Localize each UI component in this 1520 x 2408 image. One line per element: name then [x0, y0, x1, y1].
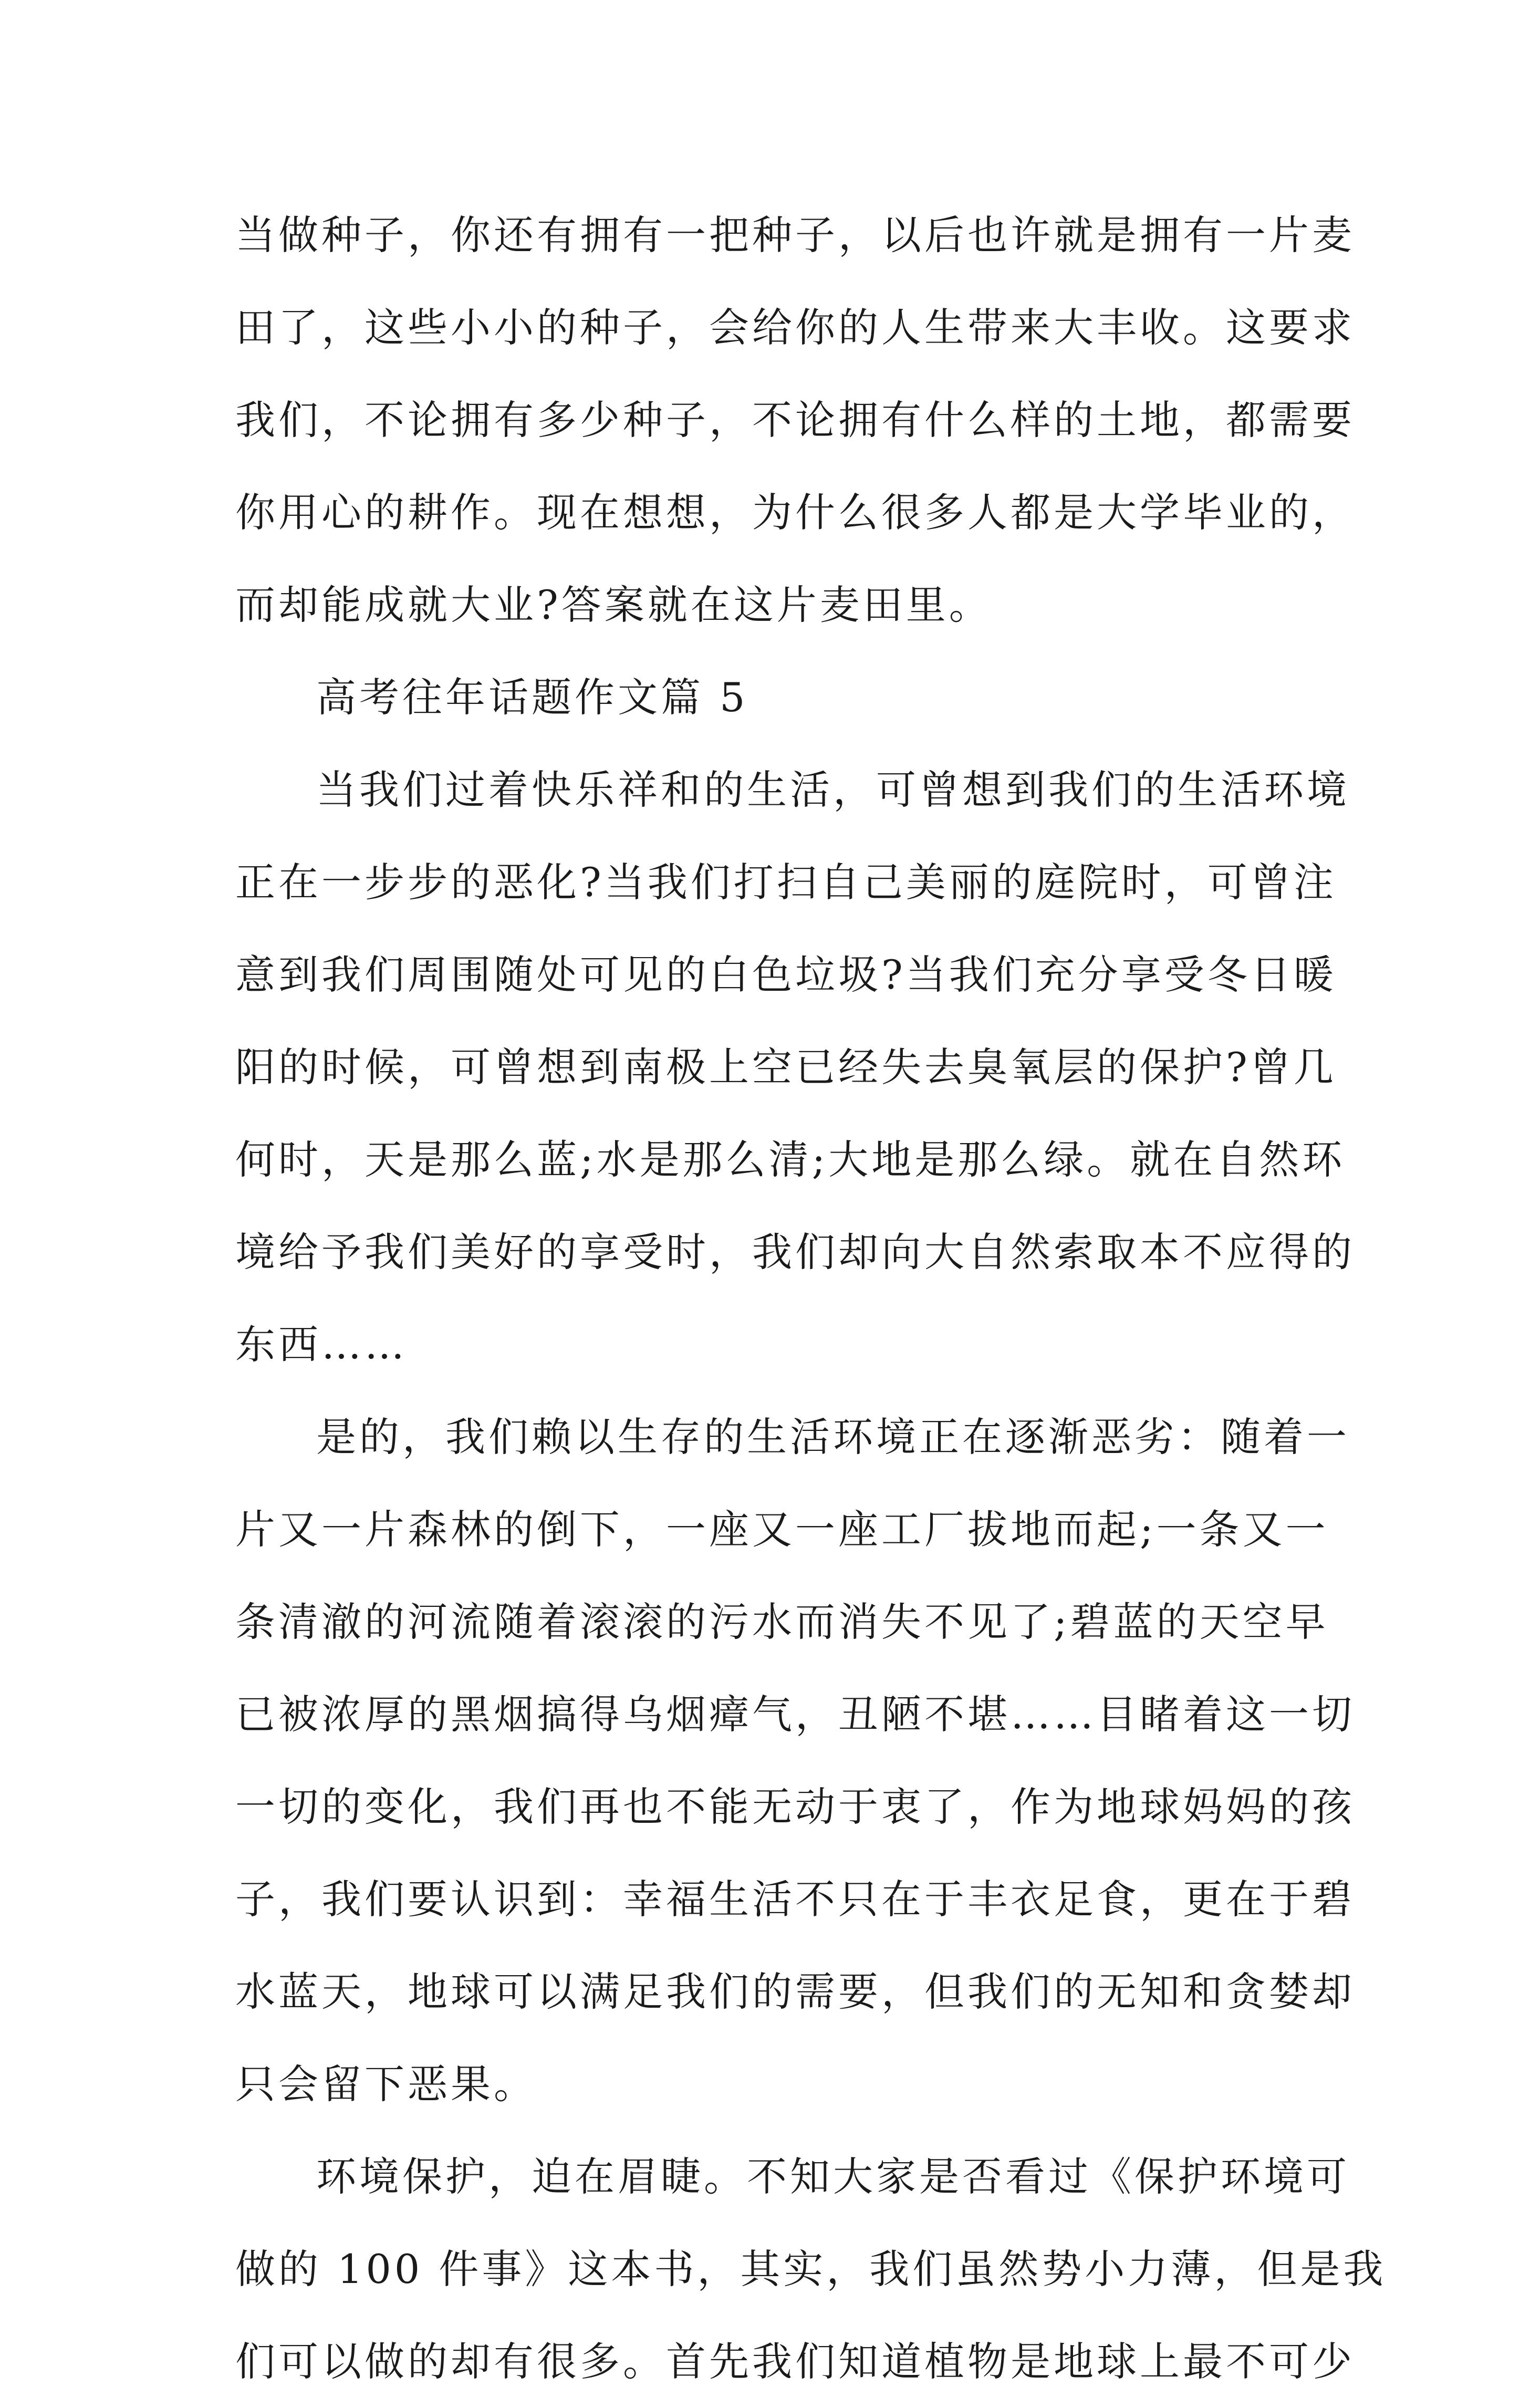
text-line: 片又一片森林的倒下，一座又一座工厂拔地而起;一条又一 — [235, 1506, 1329, 1553]
text-line: 环境保护，迫在眉睫。不知大家是否看过《保护环境可 — [316, 2153, 1350, 2200]
text-line: 子，我们要认识到：幸福生活不只在于丰衣足食，更在于碧 — [235, 1876, 1355, 1923]
text-line: 当做种子，你还有拥有一把种子，以后也许就是拥有一片麦 — [235, 212, 1355, 258]
text-line: 你用心的耕作。现在想想，为什么很多人都是大学毕业的， — [235, 489, 1355, 536]
text-line: 做的 100 件事》这本书，其实，我们虽然势小力薄，但是我 — [235, 2246, 1387, 2292]
paragraph — [235, 2131, 1387, 2408]
paragraph — [235, 744, 1355, 1391]
text-line: 而却能成就大业?答案就在这片麦田里。 — [235, 582, 992, 628]
paragraph — [235, 1391, 1355, 2131]
text-line: 正在一步步的恶化?当我们打扫自己美丽的庭院时，可曾注 — [235, 859, 1337, 906]
text-line: 何时，天是那么蓝;水是那么清;大地是那么绿。就在自然环 — [235, 1136, 1346, 1183]
text-line: 条清澈的河流随着滚滚的污水而消失不见了;碧蓝的天空早 — [235, 1599, 1329, 1645]
text-line: 境给予我们美好的享受时，我们却向大自然索取本不应得的 — [235, 1229, 1355, 1275]
document-body — [235, 189, 1387, 2408]
text-line: 一切的变化，我们再也不能无动于衷了，作为地球妈妈的孩 — [235, 1783, 1355, 1830]
paragraph — [235, 189, 1355, 651]
heading-text: 高考往年话题作文篇 5 — [316, 674, 748, 721]
text-line: 东西…… — [235, 1321, 408, 1368]
text-line: 田了，这些小小的种子，会给你的人生带来大丰收。这要求 — [235, 304, 1355, 351]
text-line: 是的，我们赖以生存的生活环境正在逐渐恶劣：随着一 — [316, 1414, 1350, 1460]
text-line: 们可以做的却有很多。首先我们知道植物是地球上最不可少 — [235, 2338, 1355, 2385]
section-heading — [235, 651, 1317, 744]
text-line: 已被浓厚的黑烟搞得乌烟瘴气，丑陋不堪……目睹着这一切 — [235, 1691, 1355, 1738]
text-line: 水蓝天，地球可以满足我们的需要，但我们的无知和贪婪却 — [235, 1968, 1355, 2015]
text-line: 我们，不论拥有多少种子，不论拥有什么样的土地，都需要 — [235, 397, 1355, 443]
text-line: 意到我们周围随处可见的白色垃圾?当我们充分享受冬日暖 — [235, 951, 1337, 998]
text-line: 只会留下恶果。 — [235, 2061, 537, 2108]
text-line: 阳的时候，可曾想到南极上空已经失去臭氧层的保护?曾几 — [235, 1044, 1337, 1091]
text-line: 当我们过着快乐祥和的生活，可曾想到我们的生活环境 — [316, 766, 1350, 813]
